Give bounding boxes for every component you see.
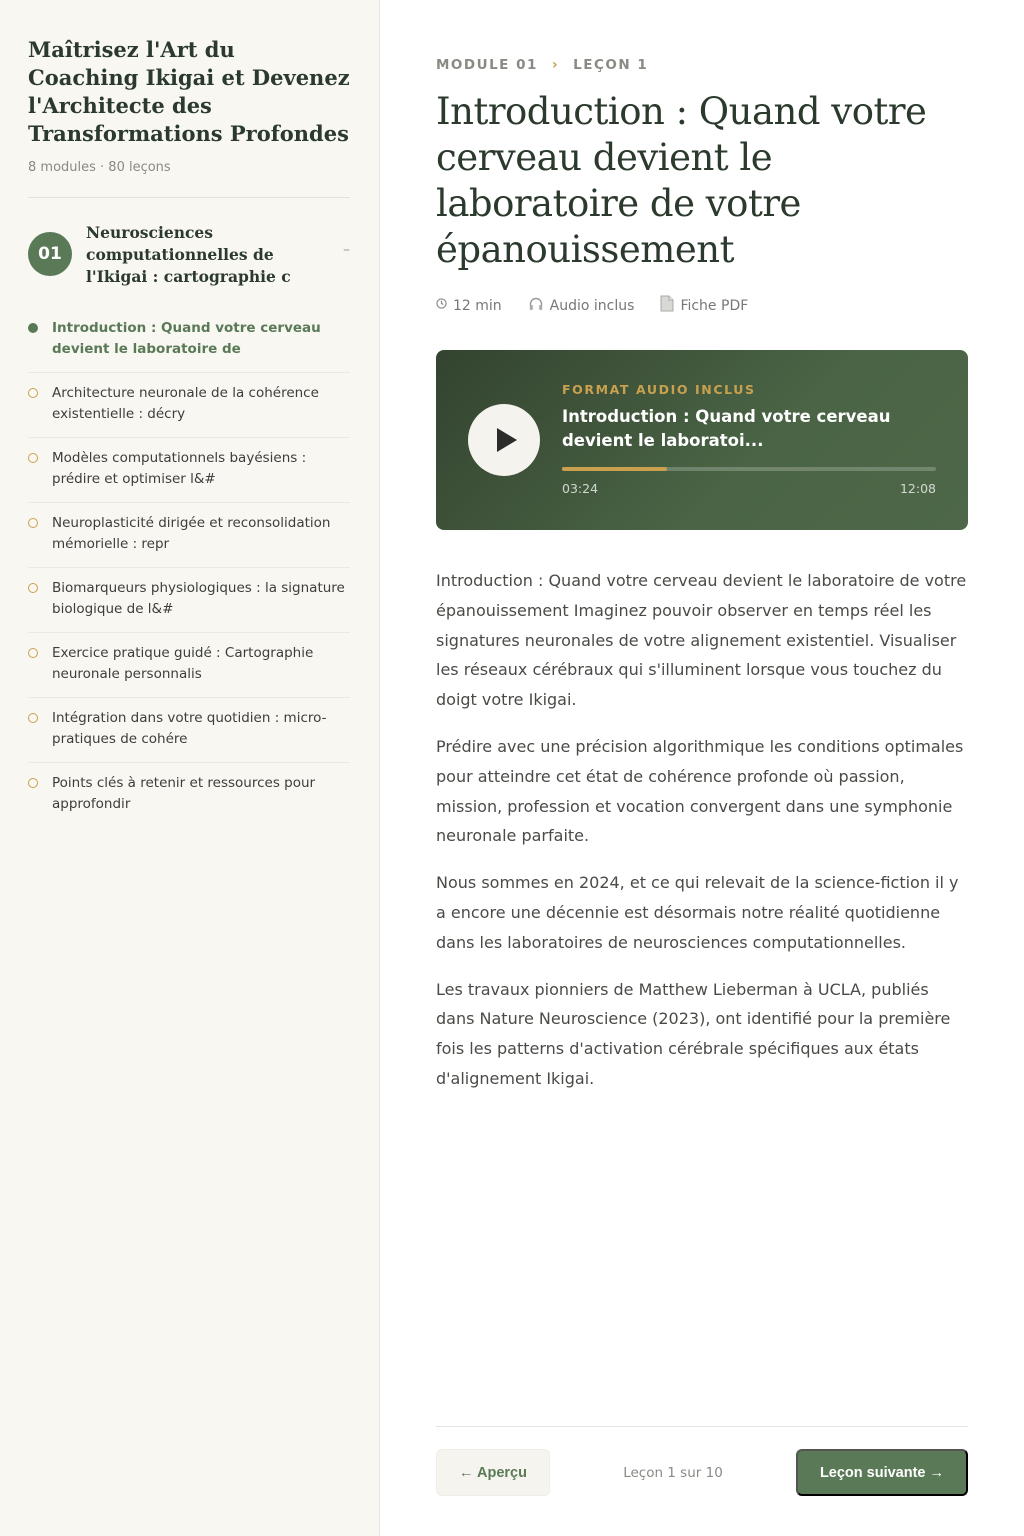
lesson-item-label: Architecture neuronale de la cohérence existentielle : décry [52, 385, 319, 422]
lesson-item[interactable] [28, 698, 350, 763]
sidebar-divider [28, 197, 350, 198]
play-icon [497, 428, 517, 452]
lesson-paragraph: Les travaux pionniers de Matthew Lieberman à UCLA, publiés dans Nature Neuroscience (2023), ont identifié pour la première fois les patterns d'activation cérébrale spécifiques aux états d'alignement Ikigai. [436, 979, 951, 1088]
breadcrumb [436, 57, 968, 73]
module-header[interactable] [28, 222, 350, 288]
audio-format-tag: FORMAT AUDIO INCLUS [562, 382, 756, 397]
play-button[interactable] [468, 404, 540, 476]
audio-title: Introduction : Quand votre cerveau devient le laboratoi... [562, 407, 891, 450]
lesson-title: Introduction : Quand votre cerveau devient le laboratoire de votre épanouissement [436, 90, 927, 271]
lesson-item-label: Biomarqueurs physiologiques : la signature biologique de l&# [52, 580, 345, 617]
player-info [562, 382, 936, 496]
duration-text: 12 min [453, 297, 502, 314]
previous-button[interactable]: ← Aperçu [436, 1449, 550, 1496]
lesson-dot-icon [28, 388, 38, 398]
pdf-text: Fiche PDF [680, 297, 749, 314]
lesson-list [28, 308, 350, 828]
lesson-item-label: Intégration dans votre quotidien : micro-pratiques de cohére [52, 710, 327, 747]
lesson-dot-icon [28, 518, 38, 528]
audio-player [436, 350, 968, 530]
duration-meta [436, 298, 502, 314]
current-lesson-dot-icon [28, 323, 38, 333]
audio-progress-fill [562, 467, 667, 471]
audio-time-row [562, 481, 936, 496]
lesson-dot-icon [28, 648, 38, 658]
audio-progress-bar[interactable] [562, 467, 936, 471]
lesson-footer [436, 1426, 968, 1496]
lesson-item[interactable] [28, 308, 350, 373]
lesson-dot-icon [28, 778, 38, 788]
lesson-item[interactable] [28, 373, 350, 438]
lesson-item-label: Introduction : Quand votre cerveau devient le laboratoire de [52, 320, 321, 357]
headphones-icon [528, 296, 544, 316]
lesson-item[interactable] [28, 763, 350, 828]
collapse-toggle-icon[interactable]: – [343, 242, 350, 258]
module-title: Neurosciences computationnelles de l'Ikigai : cartographie c [86, 223, 291, 286]
course-sidebar [0, 0, 380, 1536]
audio-text: Audio inclus [549, 297, 635, 314]
breadcrumb-separator-icon: › [551, 57, 560, 73]
course-title: Maîtrisez l'Art du Coaching Ikigai et Devenez l'Architecte des Transformations Profondes [28, 37, 350, 146]
lesson-pager: Leçon 1 sur 10 [623, 1464, 723, 1481]
lesson-paragraph: Nous sommes en 2024, et ce qui relevait de la science-fiction il y a encore une décennie est désormais notre réalité quotidienne dans les laboratoires de neurosciences computationnelles. [436, 873, 959, 952]
module-number-badge: 01 [28, 232, 72, 276]
lesson-item-label: Neuroplasticité dirigée et reconsolidation mémorielle : repr [52, 515, 331, 552]
clock-icon [436, 298, 447, 313]
lesson-content [436, 0, 968, 1111]
lesson-item-label: Points clés à retenir et ressources pour approfondir [52, 775, 316, 812]
breadcrumb-lesson: LEÇON 1 [573, 57, 649, 73]
lesson-dot-icon [28, 583, 38, 593]
current-time: 03:24 [562, 481, 599, 496]
audio-meta [528, 296, 635, 316]
course-meta: 8 modules · 80 leçons [28, 160, 171, 175]
footer-nav [436, 1449, 968, 1496]
lesson-paragraph: Introduction : Quand votre cerveau devient le laboratoire de votre épanouissement Imaginez pouvoir observer en temps réel les signatures neuronales de votre alignement existentiel. Visualiser les réseaux cérébraux qui s'illuminent lorsque vous touchez du doigt votre Ikigai. [436, 571, 967, 710]
pdf-meta[interactable] [660, 295, 748, 316]
lesson-item-label: Exercice pratique guidé : Cartographie neuronale personnalis [52, 645, 314, 682]
lesson-item[interactable] [28, 503, 350, 568]
lesson-paragraph: Prédire avec une précision algorithmique les conditions optimales pour atteindre cet état de cohérence profonde où passion, mission, profession et vocation convergent dans une symphonie neuronale parfaite. [436, 736, 964, 846]
lesson-body [436, 566, 968, 1094]
lesson-item[interactable] [28, 438, 350, 503]
document-icon [660, 295, 674, 316]
lesson-dot-icon [28, 713, 38, 723]
lesson-item-label: Modèles computationnels bayésiens : prédire et optimiser l&# [52, 450, 307, 487]
lesson-item[interactable] [28, 633, 350, 698]
lesson-item[interactable] [28, 568, 350, 633]
breadcrumb-module[interactable]: MODULE 01 [436, 57, 538, 73]
total-time: 12:08 [899, 481, 936, 496]
next-lesson-button[interactable]: Leçon suivante → [796, 1449, 968, 1496]
lesson-meta [436, 295, 968, 316]
lesson-dot-icon [28, 453, 38, 463]
